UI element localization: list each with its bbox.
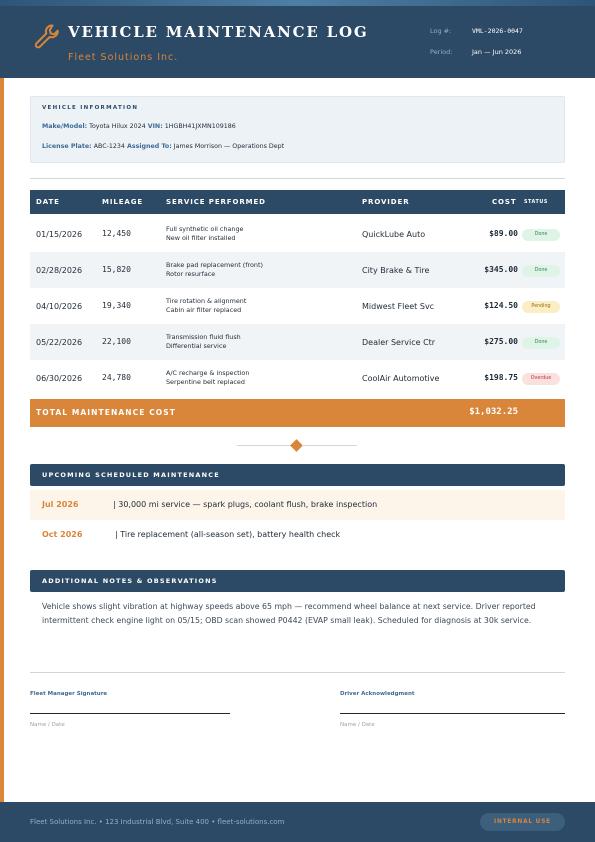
row-date: 04/10/2026 [36, 302, 83, 311]
make-label: Make/Model: [42, 123, 88, 130]
table-row [30, 216, 565, 252]
row-date: 06/30/2026 [36, 374, 83, 383]
table-row [30, 288, 565, 324]
service-line-1: Brake pad replacement (front) [166, 261, 263, 269]
row-mileage: 22,100 [102, 337, 131, 346]
vehicle-make-row [42, 123, 236, 130]
service-line-2: New oil filter installed [166, 233, 236, 242]
row-service [166, 297, 246, 315]
vin-label: VIN: [147, 123, 163, 130]
upcoming-date: Oct 2026 [42, 530, 83, 539]
col-date: DATE [36, 198, 60, 206]
row-provider: Midwest Fleet Svc [362, 302, 435, 311]
period-label: Period: [430, 48, 453, 56]
left-accent-bar [0, 78, 4, 802]
status-badge: Done [522, 265, 560, 277]
table-row [30, 360, 565, 396]
row-date: 05/22/2026 [36, 338, 83, 347]
row-service [166, 333, 241, 351]
row-mileage: 12,450 [102, 229, 131, 238]
col-provider: PROVIDER [362, 198, 410, 206]
row-provider: CoolAir Automotive [362, 374, 440, 383]
status-badge: Done [522, 337, 560, 349]
log-number-value: VML-2026-0047 [472, 27, 523, 35]
status-badge: Overdue [522, 373, 560, 385]
document-header [0, 6, 595, 78]
row-cost: $198.75 [484, 373, 518, 382]
manager-signature-line [30, 713, 230, 714]
col-service: SERVICE PERFORMED [166, 198, 266, 206]
total-value: $1,032.25 [469, 407, 518, 417]
vehicle-info-box [30, 96, 565, 163]
col-status: STATUS [524, 200, 548, 205]
manager-signature-sub: Name / Date [30, 722, 65, 728]
document-footer [0, 802, 595, 842]
vehicle-info-heading: VEHICLE INFORMATION [42, 105, 139, 111]
row-cost: $89.00 [489, 229, 518, 238]
period-value: Jan — Jun 2026 [472, 48, 522, 56]
table-row [30, 252, 565, 288]
row-mileage: 15,820 [102, 265, 131, 274]
log-number-label: Log #: [430, 27, 452, 35]
company-name: Fleet Solutions Inc. [68, 52, 179, 63]
status-badge: Pending [522, 301, 560, 313]
wrench-icon [32, 22, 60, 50]
row-service [166, 225, 243, 243]
row-service [166, 369, 249, 387]
total-label: TOTAL MAINTENANCE COST [36, 408, 176, 417]
row-date: 01/15/2026 [36, 230, 83, 239]
service-line-2: Rotor resurface [166, 269, 216, 278]
service-line-1: Full synthetic oil change [166, 225, 244, 233]
status-badge: Done [522, 229, 560, 241]
upcoming-item [30, 490, 565, 520]
signature-divider [30, 672, 565, 673]
row-date: 02/28/2026 [36, 266, 83, 275]
vin-value: 1HGBH41JXMN109186 [164, 123, 236, 130]
upcoming-text: | Tire replacement (all-season set), battery health check [115, 530, 341, 539]
table-header [30, 190, 565, 214]
service-line-1: Tire rotation & alignment [166, 297, 247, 305]
upcoming-date: Jul 2026 [42, 500, 79, 509]
row-cost: $124.50 [484, 301, 518, 310]
total-cost-bar [30, 399, 565, 427]
vehicle-plate-row [42, 143, 284, 150]
footer-address: Fleet Solutions Inc. • 123 Industrial Blvd, Suite 400 • fleet-solutions.com [30, 818, 285, 826]
driver-signature-sub: Name / Date [340, 722, 375, 728]
assigned-label: Assigned To: [126, 143, 172, 150]
col-mileage: MILEAGE [102, 198, 144, 206]
upcoming-heading-bar [30, 464, 565, 486]
document-title: VEHICLE MAINTENANCE LOG [68, 23, 369, 41]
table-row [30, 324, 565, 360]
row-mileage: 19,340 [102, 301, 131, 310]
row-cost: $275.00 [484, 337, 518, 346]
diamond-ornament-icon [290, 439, 303, 452]
upcoming-text: | 30,000 mi service — spark plugs, coolant flush, brake inspection [113, 500, 378, 509]
notes-heading-bar [30, 570, 565, 592]
row-mileage: 24,780 [102, 373, 131, 382]
notes-body: Vehicle shows slight vibration at highway speeds above 65 mph — recommend wheel balance at next service. Driver reported intermittent check engine light on 05/15; OBD scan showed P0442 (EVAP small leak). Scheduled for diagnosis at 30k service. [42, 602, 536, 625]
manager-signature-label: Fleet Manager Signature [30, 691, 108, 697]
upcoming-heading: UPCOMING SCHEDULED MAINTENANCE [42, 471, 220, 479]
plate-value: ABC-1234 [93, 143, 125, 150]
internal-use-badge: INTERNAL USE [480, 813, 565, 831]
service-line-2: Cabin air filter replaced [166, 305, 242, 314]
section-divider [30, 178, 565, 179]
row-provider: City Brake & Tire [362, 266, 430, 275]
col-cost: COST [492, 198, 517, 206]
service-line-1: A/C recharge & inspection [166, 369, 250, 377]
driver-signature-label: Driver Acknowledgment [340, 691, 415, 697]
service-line-2: Serpentine belt replaced [166, 377, 245, 386]
service-line-2: Differential service [166, 341, 227, 350]
notes-heading: ADDITIONAL NOTES & OBSERVATIONS [42, 577, 218, 585]
driver-signature-line [340, 713, 565, 714]
plate-label: License Plate: [42, 143, 92, 150]
make-value: Toyota Hilux 2024 [89, 123, 146, 130]
assigned-value: James Morrison — Operations Dept [173, 143, 285, 150]
row-provider: Dealer Service Ctr [362, 338, 436, 347]
ornament-line-right [302, 445, 357, 446]
upcoming-item [30, 520, 565, 550]
row-provider: QuickLube Auto [362, 230, 426, 239]
row-service [166, 261, 263, 279]
service-line-1: Transmission fluid flush [166, 333, 241, 341]
ornament-line-left [237, 445, 292, 446]
row-cost: $345.00 [484, 265, 518, 274]
